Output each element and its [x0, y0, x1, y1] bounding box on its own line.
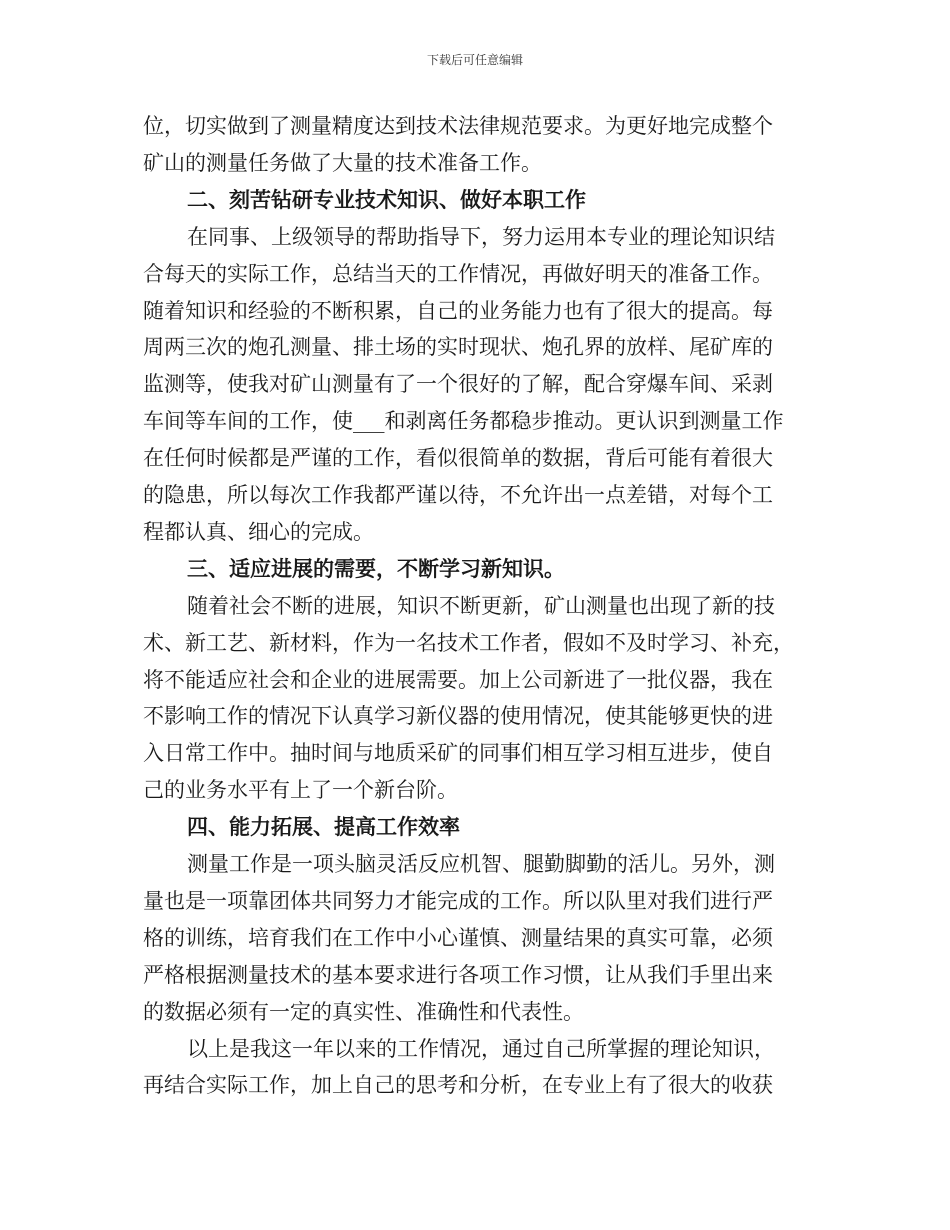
text-line: 以上是我这一年以来的工作情况，通过自己所掌握的理论知识， [187, 1037, 775, 1061]
text-line: 在任何时候都是严谨的工作，看似很简单的数据，背后可能有着很大 [143, 446, 773, 470]
text-line: 测量工作是一项头脑灵活反应机智、腿勤脚勤的活儿。另外，测 [187, 852, 775, 876]
text-line: 合每天的实际工作，总结当天的工作情况，再做好明天的准备工作。 [143, 262, 773, 286]
text-line: 量也是一项靠团体共同努力才能完成的工作。所以队里对我们进行严 [143, 889, 773, 913]
text-line: 监测等，使我对矿山测量有了一个很好的了解，配合穿爆车间、采剥 [143, 372, 773, 396]
text-line: 入日常工作中。抽时间与地质采矿的同事们相互学习相互进步，使自 [143, 741, 773, 765]
text-line: 在同事、上级领导的帮助指导下，努力运用本专业的理论知识结 [187, 225, 775, 249]
text-line: 的数据必须有一定的真实性、准确性和代表性。 [143, 1000, 584, 1024]
section-heading: 三、适应进展的需要，不断学习新知识。 [187, 557, 565, 581]
text-line: 格的训练，培育我们在工作中小心谨慎、测量结果的真实可靠，必须 [143, 926, 773, 950]
section-heading: 四、能力拓展、提高工作效率 [187, 815, 460, 839]
text-line: 程都认真、细心的完成。 [143, 520, 374, 544]
text-line: 随着知识和经验的不断积累，自己的业务能力也有了很大的提高。每 [143, 299, 773, 323]
text-line: 车间等车间的工作，使___和剥离任务都稳步推动。更认识到测量工作 [143, 409, 784, 433]
text-line: 将不能适应社会和企业的进展需要。加上公司新进了一批仪器，我在 [143, 668, 773, 692]
text-line: 不影响工作的情况下认真学习新仪器的使用情况，使其能够更快的进 [143, 704, 773, 728]
section-heading: 二、刻苦钻研专业技术知识、做好本职工作 [187, 188, 586, 212]
text-line: 随着社会不断的进展，知识不断更新，矿山测量也出现了新的技 [187, 594, 775, 618]
page-header: 下载后可任意编辑 [426, 53, 523, 67]
text-line: 再结合实际工作，加上自己的思考和分析，在专业上有了很大的收获 [143, 1073, 773, 1097]
text-line: 严格根据测量技术的基本要求进行各项工作习惯，让从我们手里出来 [143, 963, 773, 987]
text-line: 己的业务水平有上了一个新台阶。 [143, 778, 458, 802]
text-line: 术、新工艺、新材料，作为一名技术工作者，假如不及时学习、补充， [143, 631, 794, 655]
text-line: 周两三次的炮孔测量、排土场的实时现状、炮孔界的放样、尾矿库的 [143, 335, 773, 359]
text-line: 位，切实做到了测量精度达到技术法律规范要求。为更好地完成整个 [143, 114, 773, 138]
text-line: 矿山的测量任务做了大量的技术准备工作。 [143, 151, 542, 175]
text-line: 的隐患，所以每次工作我都严谨以待，不允许出一点差错，对每个工 [143, 483, 773, 507]
